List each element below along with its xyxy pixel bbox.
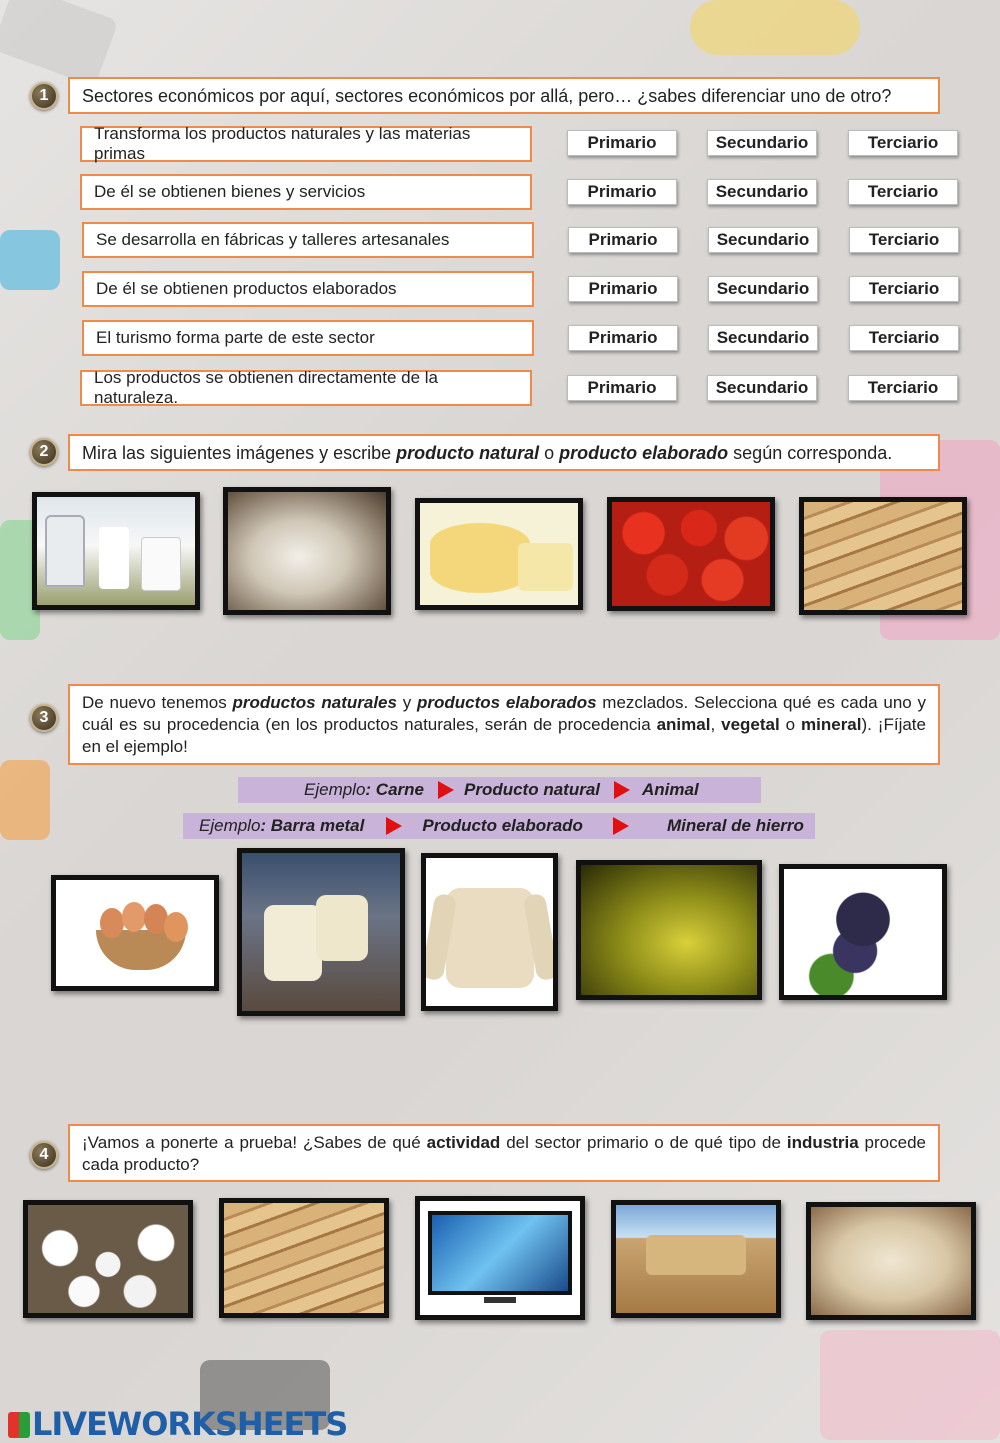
question-3-text — [68, 684, 940, 765]
option-primario-5[interactable]: Primario — [568, 325, 678, 351]
option-secundario-1[interactable]: Secundario — [707, 130, 817, 156]
example-1-prefix: Ejemplo — [304, 780, 366, 799]
option-secundario-5[interactable]: Secundario — [708, 325, 818, 351]
liveworksheets-logo — [8, 1405, 347, 1443]
option-primario-1[interactable]: Primario — [567, 130, 677, 156]
arrow-icon — [386, 817, 402, 835]
example-1-type: Producto natural — [464, 780, 601, 799]
q4-b1: actividad — [426, 1133, 501, 1152]
statement-2: De él se obtienen bienes y servicios — [80, 174, 532, 210]
q3-b4: vegetal — [721, 715, 780, 735]
milk-jugs-image — [32, 492, 200, 610]
q3-b2: productos elaborados — [416, 693, 597, 712]
q2-bold-natural: producto natural — [396, 443, 540, 463]
arrow-icon — [613, 817, 629, 835]
q3-b1: productos naturales — [232, 693, 397, 712]
option-terciario-6[interactable]: Terciario — [848, 375, 958, 401]
example-1-item: : Carne — [365, 780, 424, 799]
option-terciario-3[interactable]: Terciario — [849, 227, 959, 253]
grapes-image — [779, 864, 947, 1000]
ruler-decoration — [0, 0, 119, 87]
statement-1: Transforma los productos naturales y las materias primas — [80, 126, 532, 162]
arrow-icon — [438, 781, 454, 799]
q3-t3: mezclados. Selecciona qué es cada uno y cuál es su procedencia (en los productos naturales, serán de procedencia — [82, 693, 927, 735]
stone-blocks-image — [611, 1200, 781, 1318]
yogurt-image — [237, 848, 405, 1016]
option-terciario-2[interactable]: Terciario — [848, 179, 958, 205]
question-1-text: Sectores económicos por aquí, sectores económicos por allá, pero… ¿sabes diferenciar uno de otro? — [68, 77, 940, 114]
cotton-field-image — [23, 1200, 193, 1318]
option-terciario-5[interactable]: Terciario — [849, 325, 959, 351]
statement-4: De él se obtienen productos elaborados — [82, 271, 534, 307]
q4-b2: industria — [786, 1133, 859, 1152]
tomatoes-image — [607, 497, 775, 611]
example-2-item: : Barra metal — [260, 816, 365, 835]
olive-oil-image — [576, 860, 762, 1000]
question-number-3: 3 — [30, 704, 58, 732]
scissors-decoration — [690, 0, 860, 55]
option-terciario-1[interactable]: Terciario — [848, 130, 958, 156]
liveworksheets-logo-text: LIVEWORKSHEETS — [32, 1405, 348, 1443]
q2-text-mid: o — [539, 443, 560, 463]
q3-t5: o — [779, 715, 802, 735]
q3-b5: mineral — [801, 715, 862, 735]
q4-t2: del sector primario o de qué tipo de — [500, 1133, 787, 1152]
sweater-image — [421, 853, 558, 1011]
wool-fleece-image — [806, 1202, 976, 1320]
liveworksheets-logo-icon — [8, 1412, 30, 1438]
q3-t4: , — [710, 715, 722, 735]
q3-b3: animal — [656, 715, 711, 735]
television-image — [415, 1196, 585, 1320]
option-primario-2[interactable]: Primario — [567, 179, 677, 205]
question-number-4: 4 — [30, 1141, 58, 1169]
option-primario-3[interactable]: Primario — [568, 227, 678, 253]
clip-decoration — [820, 1330, 1000, 1440]
q2-bold-elaborado: producto elaborado — [559, 443, 729, 463]
q2-text-before: Mira las siguientes imágenes y escribe — [82, 443, 397, 463]
question-number-2: 2 — [30, 438, 58, 466]
example-2-prefix: Ejemplo — [199, 816, 261, 835]
example-2-origin: Mineral de hierro — [666, 816, 804, 835]
example-2-type: Producto elaborado — [422, 816, 583, 835]
option-terciario-4[interactable]: Terciario — [849, 276, 959, 302]
option-primario-4[interactable]: Primario — [568, 276, 678, 302]
option-secundario-2[interactable]: Secundario — [707, 179, 817, 205]
example-1-row — [238, 777, 761, 803]
example-2-row — [183, 813, 815, 839]
flour-sack-image — [223, 487, 391, 615]
question-4-text — [68, 1124, 940, 1182]
q3-t6: ). ¡Fíjate en el ejemplo! — [82, 715, 926, 757]
q4-t3: procede cada producto? — [82, 1133, 926, 1175]
eggs-image — [51, 875, 219, 991]
option-secundario-3[interactable]: Secundario — [708, 227, 818, 253]
q2-text-after: según corresponda. — [728, 443, 893, 463]
option-primario-6[interactable]: Primario — [567, 375, 677, 401]
question-number-1: 1 — [30, 82, 58, 110]
statement-3: Se desarrolla en fábricas y talleres artesanales — [82, 222, 534, 258]
arrow-icon — [614, 781, 630, 799]
option-secundario-4[interactable]: Secundario — [708, 276, 818, 302]
option-secundario-6[interactable]: Secundario — [707, 375, 817, 401]
wood-planks-image — [219, 1198, 389, 1318]
cheese-image — [415, 498, 583, 610]
q3-t2: y — [396, 693, 417, 712]
statement-5: El turismo forma parte de este sector — [82, 320, 534, 356]
statement-6: Los productos se obtienen directamente de la naturaleza. — [80, 370, 532, 406]
example-1-origin: Animal — [642, 780, 699, 799]
q4-t1: ¡Vamos a ponerte a prueba! ¿Sabes de qué — [82, 1133, 427, 1152]
marker-decoration — [0, 230, 60, 290]
question-2-text — [68, 434, 940, 471]
highlighter-decoration — [0, 760, 50, 840]
wood-planks-image — [799, 497, 967, 615]
q3-t1: De nuevo tenemos — [82, 693, 233, 712]
